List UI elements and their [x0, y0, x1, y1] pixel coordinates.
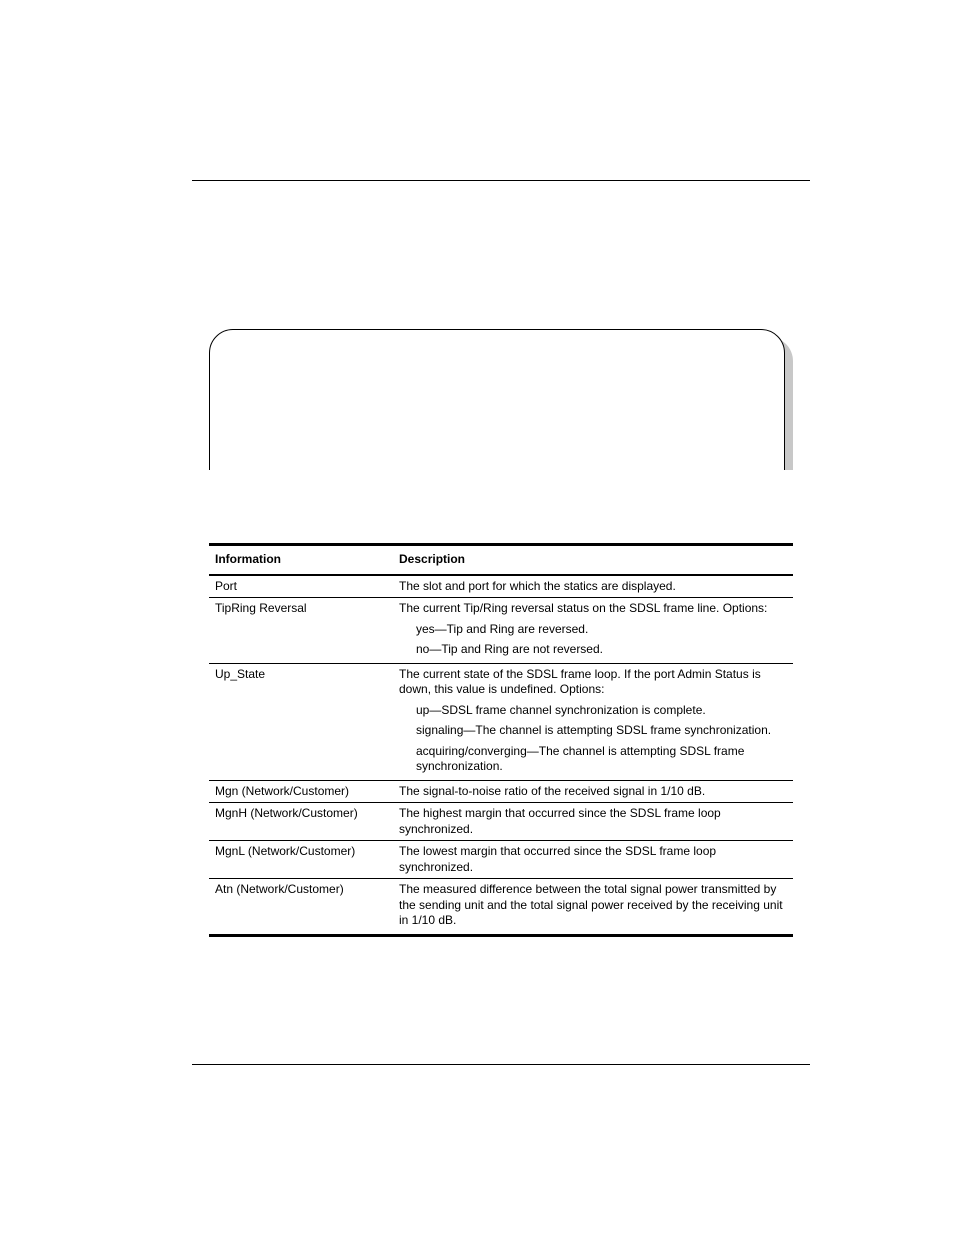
option-item: up—SDSL frame channel synchronization is complete. [416, 702, 706, 717]
row-description [393, 575, 793, 598]
information-table [209, 543, 793, 937]
frame-border [209, 329, 785, 470]
footer-rule [192, 1064, 810, 1065]
header-rule [192, 180, 810, 181]
description-text: The signal-to-noise ratio of the received signal in 1/10 dB. [399, 783, 706, 798]
description-text: The measured difference between the total signal power transmitted by the sending unit and the total signal power received by the receiving unit in 1/10 dB. [399, 882, 783, 927]
table-header-row [209, 545, 793, 575]
option-item: signaling—The channel is attempting SDSL frame synchronization. [416, 723, 772, 737]
description-text: The slot and port for which the statics are displayed. [399, 578, 676, 593]
option-item: no—Tip and Ring are not reversed. [416, 642, 603, 656]
row-info: Port [209, 575, 393, 598]
row-info: MgnH (Network/Customer) [209, 803, 393, 841]
table-row [209, 803, 793, 841]
row-description [393, 803, 793, 841]
row-info: Up_State [209, 663, 393, 780]
table-row [209, 841, 793, 879]
row-info: Mgn (Network/Customer) [209, 780, 393, 803]
table-row [209, 663, 793, 780]
row-info: MgnL (Network/Customer) [209, 841, 393, 879]
row-description [393, 841, 793, 879]
row-description [393, 879, 793, 936]
table-row [209, 598, 793, 664]
row-info: TipRing Reversal [209, 598, 393, 664]
description-text: The current state of the SDSL frame loop. If the port Admin Status is down, this value is undefined. Options: [399, 666, 761, 696]
table-row [209, 780, 793, 803]
header-information: Information [209, 545, 393, 575]
option-item: yes—Tip and Ring are reversed. [416, 621, 589, 636]
row-info: Atn (Network/Customer) [209, 879, 393, 936]
row-description [393, 598, 793, 664]
description-text: The lowest margin that occurred since the SDSL frame loop synchronized. [399, 844, 717, 874]
header-description: Description [393, 545, 793, 575]
table-row [209, 879, 793, 936]
rounded-frame-box [209, 329, 795, 470]
row-description [393, 780, 793, 803]
row-description [393, 663, 793, 780]
option-item: acquiring/converging—The channel is attempting SDSL frame synchronization. [416, 743, 745, 773]
table-row [209, 575, 793, 598]
description-text: The highest margin that occurred since the SDSL frame loop synchronized. [399, 806, 721, 836]
description-text: The current Tip/Ring reversal status on the SDSL frame line. Options: [399, 601, 768, 615]
